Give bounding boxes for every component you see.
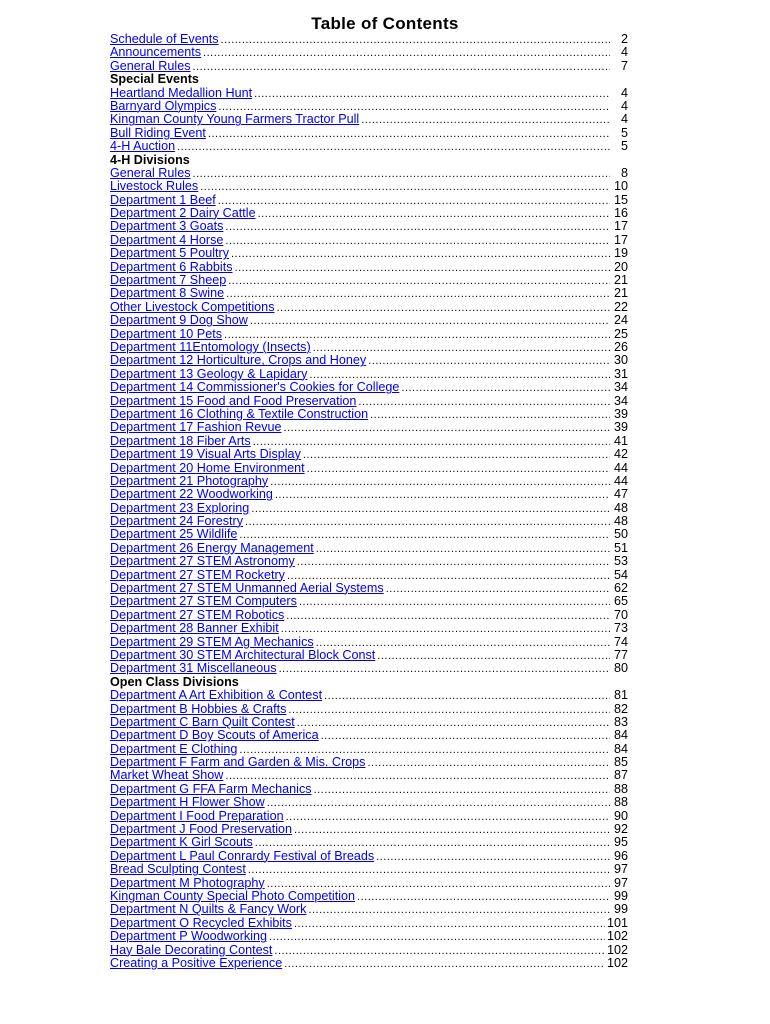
toc-entry-link[interactable]: Department G FFA Farm Mechanics bbox=[110, 781, 312, 796]
toc-page-number: 34 bbox=[613, 380, 628, 395]
toc-entry[interactable] bbox=[110, 274, 628, 287]
section-heading bbox=[110, 154, 628, 167]
toc-entry[interactable] bbox=[110, 569, 628, 582]
dot-leader bbox=[321, 730, 610, 743]
dot-leader bbox=[286, 811, 610, 824]
toc-entry[interactable] bbox=[110, 60, 628, 73]
toc-entry-link[interactable]: Creating a Positive Experience bbox=[110, 955, 283, 970]
toc-entry[interactable] bbox=[110, 261, 628, 274]
toc-page-number: 70 bbox=[613, 607, 628, 622]
toc-entry-link[interactable]: Bread Sculpting Contest bbox=[110, 862, 246, 877]
toc-entry-link[interactable]: Department 27 STEM Astronomy bbox=[110, 554, 295, 569]
toc-page-number: 4 bbox=[620, 98, 628, 113]
toc-page-number: 15 bbox=[613, 192, 628, 207]
toc-entry[interactable] bbox=[110, 421, 628, 434]
toc-entry[interactable] bbox=[110, 167, 628, 180]
toc-entry-link[interactable]: Schedule of Events bbox=[110, 32, 219, 46]
toc-page-number: 84 bbox=[613, 741, 628, 756]
dot-leader bbox=[251, 503, 610, 516]
toc-entry-link[interactable]: Department H Flower Show bbox=[110, 795, 265, 810]
toc-entry-link[interactable]: Department 15 Food and Food Preservation bbox=[110, 393, 357, 408]
dot-leader bbox=[368, 355, 610, 368]
toc-page-number: 17 bbox=[613, 232, 628, 247]
dot-leader bbox=[377, 650, 610, 663]
toc-entry-link[interactable]: Department 17 Fashion Revue bbox=[110, 420, 282, 435]
toc-entry-link[interactable]: General Rules bbox=[110, 58, 191, 73]
toc-entry[interactable] bbox=[110, 127, 628, 140]
toc-entry[interactable] bbox=[110, 328, 628, 341]
toc-entry-link[interactable]: Department J Food Preservation bbox=[110, 822, 292, 837]
dot-leader bbox=[269, 931, 605, 944]
toc-entry-link[interactable]: Department 6 Rabbits bbox=[110, 259, 233, 274]
dot-leader bbox=[284, 958, 605, 971]
page-title: Table of Contents bbox=[311, 14, 459, 33]
dot-leader bbox=[284, 422, 610, 435]
toc-entry-link[interactable]: Department 16 Clothing & Textile Construction bbox=[110, 406, 369, 421]
toc-page-number: 88 bbox=[613, 795, 628, 810]
toc-entry[interactable] bbox=[110, 582, 628, 595]
dot-leader bbox=[254, 88, 610, 101]
toc-entry-link[interactable]: Livestock Rules bbox=[110, 179, 199, 194]
toc-entry[interactable] bbox=[110, 408, 628, 421]
toc-page-number: 83 bbox=[613, 714, 628, 729]
toc-entry[interactable] bbox=[110, 100, 628, 113]
toc-page-number: 101 bbox=[606, 915, 628, 930]
toc-page-number: 20 bbox=[613, 259, 628, 274]
toc-entry-link[interactable]: General Rules bbox=[110, 165, 191, 180]
toc-page-number: 54 bbox=[613, 567, 628, 582]
toc-entry[interactable] bbox=[110, 207, 628, 220]
toc-page-number: 4 bbox=[620, 112, 628, 127]
toc-entry-link[interactable]: Department 29 STEM Ag Mechanics bbox=[110, 634, 314, 649]
toc-entry-link[interactable]: Department C Barn Quilt Contest bbox=[110, 714, 295, 729]
toc-page-number: 85 bbox=[613, 755, 628, 770]
toc-entry-link[interactable]: Department A Art Exhibition & Contest bbox=[110, 688, 323, 703]
toc-entry-link[interactable]: Department 30 STEM Architectural Block Const bbox=[110, 647, 376, 662]
toc-entry-link[interactable]: Department 31 Miscellaneous bbox=[110, 661, 277, 676]
toc-entry[interactable] bbox=[110, 649, 628, 662]
toc-page-number: 88 bbox=[613, 781, 628, 796]
toc-entry[interactable] bbox=[110, 462, 628, 475]
dot-leader bbox=[297, 556, 610, 569]
toc-entry-link[interactable]: Department 27 STEM Computers bbox=[110, 594, 297, 609]
dot-leader bbox=[270, 476, 610, 489]
toc-entry[interactable] bbox=[110, 381, 628, 394]
toc-entry-link[interactable]: Department M Photography bbox=[110, 875, 265, 890]
toc-entry[interactable] bbox=[110, 836, 628, 849]
dot-leader bbox=[376, 851, 610, 864]
toc-entry[interactable] bbox=[110, 395, 628, 408]
toc-entry-link[interactable]: Department 10 Pets bbox=[110, 326, 223, 341]
toc-entry-link[interactable]: Department 27 STEM Robotics bbox=[110, 607, 285, 622]
toc-entry[interactable] bbox=[110, 622, 628, 635]
toc-entry[interactable] bbox=[110, 194, 628, 207]
toc-page-number: 97 bbox=[613, 875, 628, 890]
toc-entry-link[interactable]: Department 27 STEM Unmanned Aerial Systems bbox=[110, 581, 384, 596]
dot-leader bbox=[228, 275, 610, 288]
toc-entry[interactable] bbox=[110, 341, 628, 354]
toc-page-number: 74 bbox=[613, 634, 628, 649]
dot-leader bbox=[358, 396, 610, 409]
toc-entry[interactable] bbox=[110, 783, 628, 796]
toc-page-number: 102 bbox=[606, 929, 628, 944]
toc-page-number: 96 bbox=[613, 848, 628, 863]
dot-leader bbox=[248, 864, 610, 877]
dot-leader bbox=[235, 262, 610, 275]
toc-entry[interactable] bbox=[110, 957, 628, 970]
toc-entry-link[interactable]: Heartland Medallion Hunt bbox=[110, 85, 253, 100]
toc-page-number: 21 bbox=[613, 286, 628, 301]
toc-entry[interactable] bbox=[110, 475, 628, 488]
toc-entry-link[interactable]: Department D Boy Scouts of America bbox=[110, 728, 319, 743]
dot-leader bbox=[277, 302, 611, 315]
toc-page-number: 21 bbox=[613, 273, 628, 288]
dot-leader bbox=[177, 141, 610, 154]
toc-entry-link[interactable]: Department 19 Visual Arts Display bbox=[110, 447, 301, 462]
toc-page-number: 42 bbox=[613, 447, 628, 462]
toc-entry[interactable] bbox=[110, 435, 628, 448]
dot-leader bbox=[370, 409, 610, 422]
toc-entry-link[interactable]: Department 2 Dairy Cattle bbox=[110, 206, 256, 221]
toc-page-number: 92 bbox=[613, 822, 628, 837]
toc-entry[interactable] bbox=[110, 689, 628, 702]
toc-entry-link[interactable]: Bull Riding Event bbox=[110, 125, 206, 140]
toc-entry[interactable] bbox=[110, 46, 628, 59]
dot-leader bbox=[279, 663, 610, 676]
toc-entry[interactable] bbox=[110, 234, 628, 247]
toc-page-number: 97 bbox=[613, 862, 628, 877]
toc-entry-link[interactable]: Department 24 Forestry bbox=[110, 514, 243, 529]
toc-entry-link[interactable]: Department 26 Energy Management bbox=[110, 540, 314, 555]
toc-page-number: 4 bbox=[620, 85, 628, 100]
toc-page-number: 99 bbox=[613, 902, 628, 917]
toc-entry[interactable] bbox=[110, 636, 628, 649]
dot-leader bbox=[250, 315, 610, 328]
section-heading-label: Special Events bbox=[110, 72, 199, 87]
dot-leader bbox=[357, 891, 610, 904]
toc-entry[interactable] bbox=[110, 488, 628, 501]
dot-leader bbox=[314, 784, 610, 797]
toc-entry-link[interactable]: Department K Girl Scouts bbox=[110, 835, 253, 850]
toc-page-number: 90 bbox=[613, 808, 628, 823]
toc-entry[interactable] bbox=[110, 729, 628, 742]
dot-leader bbox=[316, 543, 610, 556]
toc-entry[interactable] bbox=[110, 703, 628, 716]
toc-entry-link[interactable]: Department 5 Poultry bbox=[110, 246, 229, 261]
toc-page-number: 102 bbox=[606, 942, 628, 957]
toc-page-number: 44 bbox=[613, 460, 628, 475]
toc-entry-link[interactable]: Department 11Entomology (Insects) bbox=[110, 339, 311, 354]
toc-entry[interactable] bbox=[110, 314, 628, 327]
toc-page-number: 53 bbox=[613, 554, 628, 569]
dot-leader bbox=[288, 704, 610, 717]
toc-page-number: 99 bbox=[613, 889, 628, 903]
toc-entry[interactable] bbox=[110, 823, 628, 836]
toc-page-number: 4 bbox=[620, 45, 628, 60]
dot-leader bbox=[361, 114, 610, 127]
dot-leader bbox=[267, 797, 610, 810]
toc-page-number: 5 bbox=[620, 125, 628, 140]
toc-entry[interactable] bbox=[110, 287, 628, 300]
toc-entry-link[interactable]: Hay Bale Decorating Contest bbox=[110, 942, 273, 957]
toc-entry[interactable] bbox=[110, 33, 628, 46]
toc-entry-link[interactable]: Department 25 Wildlife bbox=[110, 527, 238, 542]
toc-entry-link[interactable]: Department E Clothing bbox=[110, 741, 238, 756]
toc-entry-link[interactable]: Kingman County Young Farmers Tractor Pull bbox=[110, 112, 360, 127]
toc-page-number: 24 bbox=[613, 313, 628, 328]
section-heading bbox=[110, 676, 628, 689]
toc-page-number: 34 bbox=[613, 393, 628, 408]
toc-page-number: 31 bbox=[613, 366, 628, 381]
toc-page-number: 47 bbox=[613, 487, 628, 502]
toc-page-number: 51 bbox=[613, 540, 628, 555]
toc-entry-link[interactable]: Department 8 Swine bbox=[110, 286, 225, 301]
toc-page-number: 30 bbox=[613, 353, 628, 368]
toc-entry[interactable] bbox=[110, 502, 628, 515]
toc-entry[interactable] bbox=[110, 796, 628, 809]
dot-leader bbox=[324, 690, 610, 703]
dot-leader bbox=[275, 489, 610, 502]
toc-entry-link[interactable]: Department 28 Banner Exhibit bbox=[110, 621, 279, 636]
dot-leader bbox=[231, 248, 610, 261]
toc-entry-link[interactable]: Barnyard Olympics bbox=[110, 98, 217, 113]
dot-leader bbox=[245, 516, 610, 529]
section-heading bbox=[110, 73, 628, 86]
toc-page-number: 5 bbox=[620, 139, 628, 154]
toc-entry[interactable] bbox=[110, 877, 628, 890]
toc-entry[interactable] bbox=[110, 769, 628, 782]
dot-leader bbox=[299, 596, 610, 609]
toc-entry[interactable] bbox=[110, 863, 628, 876]
toc-entry-link[interactable]: Department 4 Horse bbox=[110, 232, 224, 247]
toc-entry[interactable] bbox=[110, 301, 628, 314]
toc-page-number: 82 bbox=[613, 701, 628, 716]
toc-page-number: 2 bbox=[620, 32, 628, 46]
toc-entry[interactable] bbox=[110, 448, 628, 461]
toc-entry-link[interactable]: 4-H Auction bbox=[110, 139, 176, 154]
dot-leader bbox=[367, 757, 610, 770]
toc-entry[interactable] bbox=[110, 850, 628, 863]
toc-page-number: 39 bbox=[613, 420, 628, 435]
toc-entry[interactable] bbox=[110, 113, 628, 126]
dot-leader bbox=[294, 824, 610, 837]
toc-entry[interactable] bbox=[110, 595, 628, 608]
toc-page-number: 26 bbox=[613, 339, 628, 354]
dot-leader bbox=[258, 208, 610, 221]
toc-entry-link[interactable]: Department 12 Horticulture, Crops and Honey bbox=[110, 353, 367, 368]
dot-leader bbox=[274, 945, 605, 958]
toc-entry-link[interactable]: Department P Woodworking bbox=[110, 929, 268, 944]
dot-leader bbox=[308, 904, 610, 917]
toc-entry[interactable] bbox=[110, 354, 628, 367]
toc-entry-link[interactable]: Department 22 Woodworking bbox=[110, 487, 273, 502]
toc-page-number: 17 bbox=[613, 219, 628, 234]
toc-entry-link[interactable]: Other Livestock Competitions bbox=[110, 299, 275, 314]
toc-page-number: 65 bbox=[613, 594, 628, 609]
toc-entry[interactable] bbox=[110, 944, 628, 957]
toc-entry[interactable] bbox=[110, 368, 628, 381]
toc-entry-link[interactable]: Department N Quilts & Fancy Work bbox=[110, 902, 307, 917]
dot-leader bbox=[253, 436, 610, 449]
toc-page-number: 77 bbox=[613, 647, 628, 662]
toc-page-number: 62 bbox=[613, 581, 628, 596]
toc-page-number: 87 bbox=[613, 768, 628, 783]
dot-leader bbox=[297, 717, 610, 730]
dot-leader bbox=[401, 382, 610, 395]
dot-leader bbox=[225, 235, 610, 248]
toc-entry-link[interactable]: Department 21 Photography bbox=[110, 473, 269, 488]
toc-entry[interactable] bbox=[110, 662, 628, 675]
toc-entry-link[interactable]: Department F Farm and Garden & Mis. Crops bbox=[110, 755, 366, 770]
toc-entry-link[interactable]: Department 1 Beef bbox=[110, 192, 216, 207]
toc-page-number: 84 bbox=[613, 728, 628, 743]
toc-entry[interactable] bbox=[110, 515, 628, 528]
toc-page-number: 50 bbox=[613, 527, 628, 542]
toc-entry[interactable] bbox=[110, 903, 628, 916]
dot-leader bbox=[281, 623, 610, 636]
dot-leader bbox=[386, 583, 610, 596]
toc-entry-link[interactable]: Department B Hobbies & Crafts bbox=[110, 701, 287, 716]
toc-entry[interactable] bbox=[110, 890, 628, 903]
toc-entry-link[interactable]: Market Wheat Show bbox=[110, 768, 224, 783]
toc-entry-link[interactable]: Department 20 Home Environment bbox=[110, 460, 305, 475]
toc-entry[interactable] bbox=[110, 140, 628, 153]
toc-page-number: 44 bbox=[613, 473, 628, 488]
toc-entry[interactable] bbox=[110, 917, 628, 930]
toc-entry-link[interactable]: Department 23 Exploring bbox=[110, 500, 250, 515]
toc-entry-link[interactable]: Department I Food Preparation bbox=[110, 808, 284, 823]
toc-entry[interactable] bbox=[110, 609, 628, 622]
toc-page-number: 73 bbox=[613, 621, 628, 636]
toc-entry[interactable] bbox=[110, 528, 628, 541]
toc-entry-link[interactable]: Department 13 Geology & Lapidary bbox=[110, 366, 308, 381]
dot-leader bbox=[203, 47, 610, 60]
toc-page-number: 95 bbox=[613, 835, 628, 850]
section-heading-label: 4-H Divisions bbox=[110, 152, 190, 167]
dot-leader bbox=[303, 449, 610, 462]
toc-entry[interactable] bbox=[110, 743, 628, 756]
toc-entry-link[interactable]: Department L Paul Conrardy Festival of Breads bbox=[110, 848, 375, 863]
toc-entry-link[interactable]: Announcements bbox=[110, 45, 202, 60]
toc-entry[interactable] bbox=[110, 220, 628, 233]
dot-leader bbox=[193, 61, 610, 74]
toc-entry-link[interactable]: Department 14 Commissioner's Cookies for College bbox=[110, 380, 400, 395]
toc-page-number: 25 bbox=[613, 326, 628, 341]
toc-entry-link[interactable]: Department 7 Sheep bbox=[110, 273, 227, 288]
toc-entry[interactable] bbox=[110, 555, 628, 568]
toc-page-number: 10 bbox=[613, 179, 628, 194]
toc-entry[interactable] bbox=[110, 247, 628, 260]
toc-entry-link[interactable]: Department O Recycled Exhibits bbox=[110, 915, 292, 930]
toc-page-number: 19 bbox=[613, 246, 628, 261]
toc-entry-link[interactable]: Department 9 Dog Show bbox=[110, 313, 248, 328]
toc-page-number: 80 bbox=[613, 661, 628, 676]
toc-entry[interactable] bbox=[110, 810, 628, 823]
dot-leader bbox=[221, 34, 610, 47]
toc-page-number: 48 bbox=[613, 514, 628, 529]
toc-entry[interactable] bbox=[110, 180, 628, 193]
dot-leader bbox=[307, 463, 610, 476]
toc-page-number: 39 bbox=[613, 406, 628, 421]
toc-entry[interactable] bbox=[110, 542, 628, 555]
toc-entry[interactable] bbox=[110, 87, 628, 100]
dot-leader bbox=[200, 181, 610, 194]
table-of-contents bbox=[110, 33, 628, 970]
dot-leader bbox=[218, 195, 610, 208]
dot-leader bbox=[208, 128, 610, 141]
toc-page-number: 41 bbox=[613, 433, 628, 448]
toc-entry[interactable] bbox=[110, 930, 628, 943]
dot-leader bbox=[193, 168, 610, 181]
toc-entry[interactable] bbox=[110, 716, 628, 729]
toc-entry-link[interactable]: Department 3 Goats bbox=[110, 219, 224, 234]
toc-entry-link[interactable]: Department 27 STEM Rocketry bbox=[110, 567, 285, 582]
toc-page-number: 48 bbox=[613, 500, 628, 515]
dot-leader bbox=[294, 918, 605, 931]
toc-page-number: 22 bbox=[613, 299, 628, 314]
dot-leader bbox=[225, 221, 610, 234]
toc-page-number: 102 bbox=[606, 955, 628, 970]
toc-entry-link[interactable]: Department 18 Fiber Arts bbox=[110, 433, 251, 448]
toc-page-number: 81 bbox=[613, 688, 628, 703]
toc-page-number: 7 bbox=[620, 58, 628, 73]
toc-page-number: 8 bbox=[620, 165, 628, 180]
toc-page-number: 16 bbox=[613, 206, 628, 221]
dot-leader bbox=[226, 288, 610, 301]
section-heading-label: Open Class Divisions bbox=[110, 674, 239, 689]
dot-leader bbox=[286, 610, 610, 623]
toc-entry[interactable] bbox=[110, 756, 628, 769]
toc-entry-link[interactable]: Kingman County Special Photo Competition bbox=[110, 889, 356, 903]
